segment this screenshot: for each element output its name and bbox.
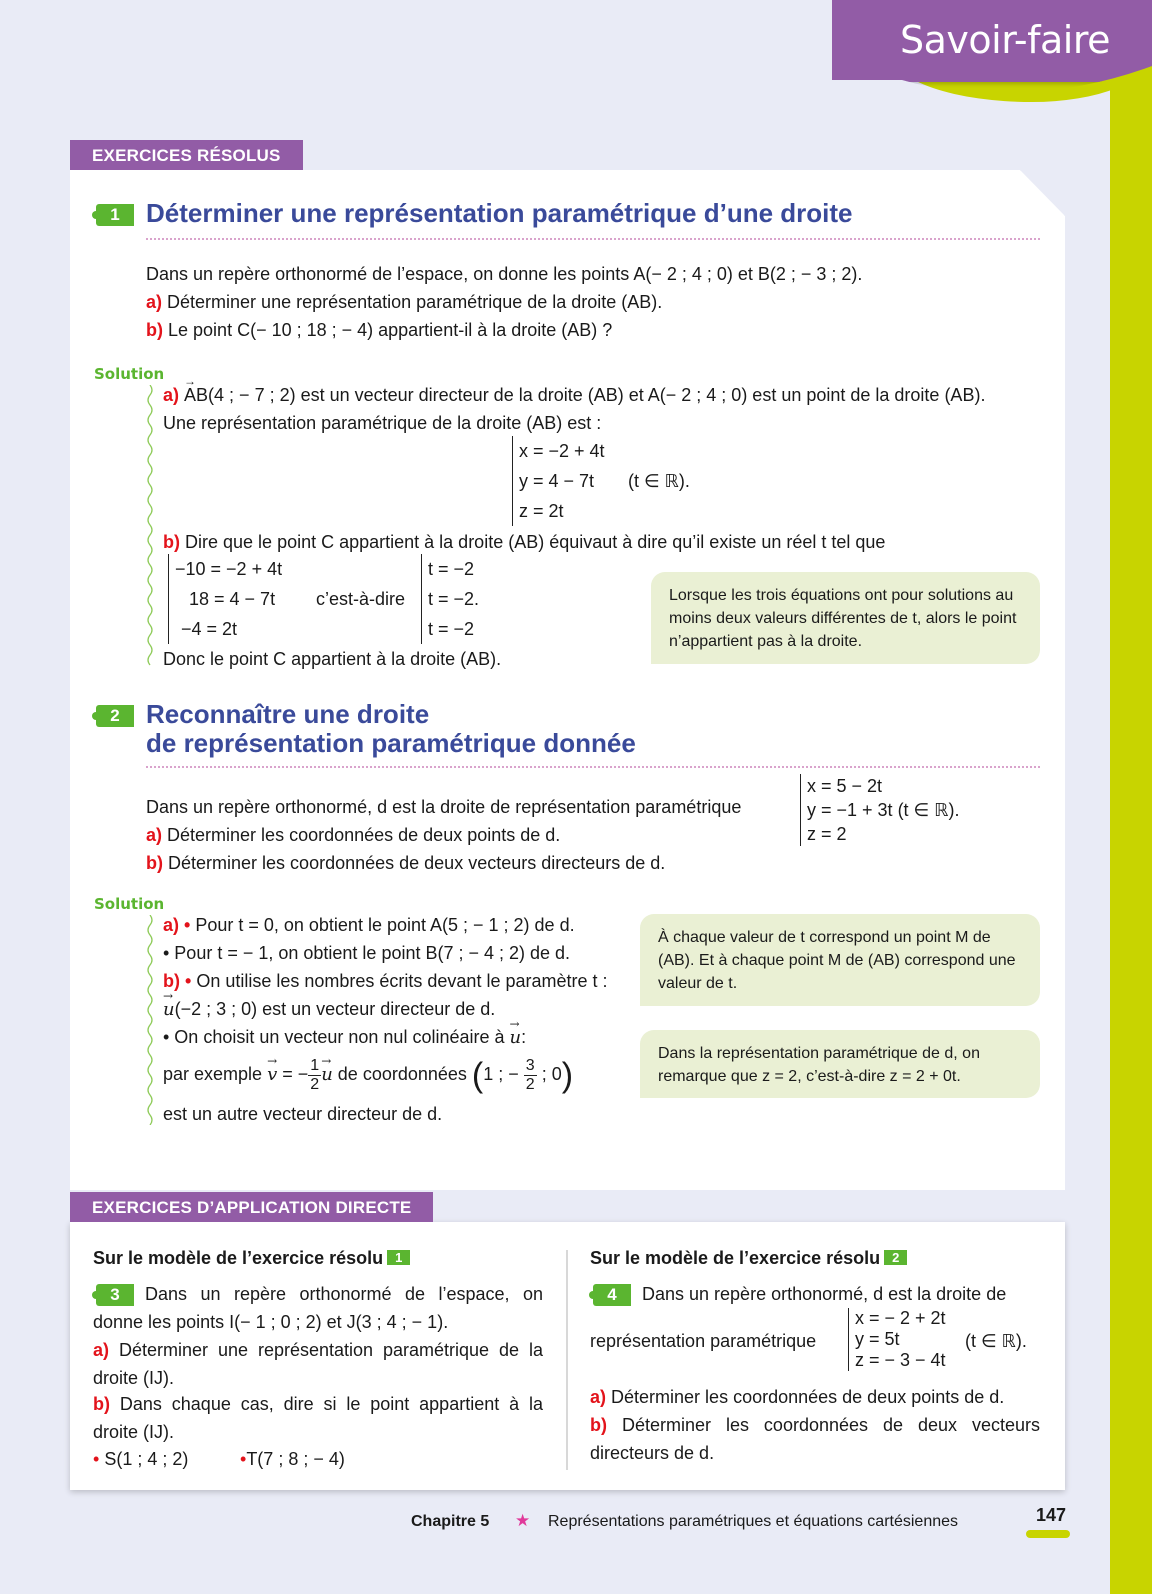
exercise3-a-text: Déterminer une représentation paramétrique de la droite (IJ). — [93, 1340, 543, 1388]
statement-a-text: Déterminer les coordonnées de deux points de d. — [167, 825, 561, 845]
param-system-ab — [512, 436, 605, 526]
label-a: a) — [163, 385, 180, 405]
point-s: S(1 ; 4 ; 2) — [104, 1449, 189, 1469]
model-label: Sur le modèle de l’exercice résolu — [590, 1248, 881, 1268]
system-line: y = 5t — [855, 1329, 900, 1349]
system-line: 18 = 4 − 7t — [189, 589, 276, 609]
exercise3-intro: Dans un repère orthonormé de l’espace, on donne les points I(− 1 ; 0 ; 2) et J(3 ; 4 ; − 1). — [93, 1284, 543, 1332]
vector-v: → v — [267, 1053, 277, 1097]
column-separator — [566, 1250, 568, 1470]
statement-a-text: Déterminer une représentation paramétrique de la droite (AB). — [167, 292, 663, 312]
system-line: z = 2 — [807, 824, 847, 844]
savoir-faire-banner — [832, 0, 1152, 105]
coord-part: ; 0 — [541, 1064, 562, 1084]
label-b: b) • — [163, 971, 192, 991]
title-divider — [146, 766, 1040, 768]
prefix-text: par exemple — [163, 1064, 263, 1084]
system-line: y = −1 + 3t (t ∈ ℝ). — [807, 800, 960, 820]
exercise4-a — [590, 1383, 1004, 1411]
solution-label: Solution — [94, 895, 165, 913]
label-b: b) — [146, 853, 163, 873]
system-line: t = −2 — [428, 559, 475, 579]
statement-intro: Dans un repère orthonormé, d est la droite de représentation paramétrique — [146, 797, 742, 817]
label-b: b) — [590, 1415, 607, 1435]
exercise-number-badge: 4 — [593, 1284, 631, 1306]
label-a: a) — [93, 1340, 110, 1360]
system-line: z = 2t — [519, 501, 564, 521]
star-icon: ★ — [515, 1511, 531, 1530]
equals-minus: = − — [277, 1064, 309, 1084]
connector-cest-a-dire: c’est-à-dire — [316, 589, 406, 609]
denominator: 2 — [525, 1075, 535, 1093]
system-line: x = 5 − 2t — [807, 776, 883, 796]
label-b: b) — [163, 532, 180, 552]
fraction-one-half — [308, 1057, 321, 1094]
solution-wavy-line — [146, 915, 154, 1125]
exercise4-b — [590, 1411, 1040, 1467]
exercise-number-badge: 2 — [96, 705, 134, 727]
footer-chapter: Chapitre 5 — [411, 1513, 490, 1530]
exercise3-a — [93, 1336, 543, 1392]
model-ref-badge: 1 — [387, 1250, 410, 1265]
statement-b-text: Déterminer les coordonnées de deux vecteurs directeurs de d. — [168, 853, 666, 873]
system-line: x = −2 + 4t — [519, 441, 605, 461]
vector-u: → u — [163, 996, 175, 1024]
exercise-number-badge: 1 — [96, 204, 134, 226]
title-divider — [146, 238, 1040, 240]
solution-a-line1 — [163, 911, 575, 939]
statement-b — [146, 849, 665, 877]
solution-a-text: (4 ; − 7 ; 2) est un vecteur directeur de la droite (AB) et A(− 2 ; 4 ; 0) est un point de la droite (AB). — [208, 385, 986, 405]
mid-text: de coordonnées — [337, 1064, 467, 1084]
numerator: 1 — [310, 1056, 320, 1074]
exercise-title-line1: Reconnaître une droite — [146, 699, 430, 729]
footer-chapter-title: Représentations paramétriques et équations cartésiennes — [548, 1513, 959, 1530]
page-edge-bar — [1110, 0, 1152, 1594]
solution-b-line3 — [163, 1023, 526, 1052]
model-ref-badge: 2 — [884, 1250, 907, 1265]
system-domain: (t ∈ ℝ). — [628, 471, 690, 491]
solution-b-text: On utilise les nombres écrits devant le paramètre t : — [196, 971, 608, 991]
vector-u: → u — [321, 1053, 333, 1097]
exercise-number-badge: 3 — [96, 1284, 134, 1306]
label-a: a) — [146, 292, 163, 312]
model-label: Sur le modèle de l’exercice résolu — [93, 1248, 384, 1268]
exercise3-b — [93, 1390, 543, 1446]
statement-a — [146, 288, 662, 316]
page-number: 147 — [1036, 1505, 1067, 1525]
exercise3-point-s — [93, 1445, 188, 1473]
system-line: −4 = 2t — [181, 619, 238, 639]
system-line: x = − 2 + 2t — [855, 1308, 946, 1328]
section-tab-direct: EXERCICES D’APPLICATION DIRECTE — [70, 1192, 433, 1222]
solution-wavy-line — [146, 385, 154, 670]
solution-b-line3-text: • On choisit un vecteur non nul colinéaire à — [163, 1027, 505, 1047]
param-system-d — [800, 774, 960, 846]
solution-b-text: Dire que le point C appartient à la droite (AB) équivaut à dire qu’il existe un réel t tel que — [185, 532, 886, 552]
solution-b-line2-text: (−2 ; 3 ; 0) est un vecteur directeur de d. — [174, 999, 496, 1019]
solution-b-line2 — [163, 995, 495, 1024]
label-a: a) — [146, 825, 163, 845]
coord-part: 1 ; − — [483, 1064, 519, 1084]
label-a: a) • — [163, 915, 191, 935]
solution-a-line2: • Pour t = − 1, on obtient le point B(7 ; − 4 ; 2) de d. — [163, 943, 571, 963]
statement-b-text: Le point C(− 10 ; 18 ; − 4) appartient-il à la droite (AB) ? — [168, 320, 613, 340]
colon: : — [521, 1027, 527, 1047]
denominator: 2 — [310, 1075, 320, 1093]
banner-title: Savoir-faire — [900, 18, 1110, 62]
paren-close: ) — [561, 1056, 574, 1095]
tip-box: Dans la représentation paramétrique de d, on remarque que z = 2, c’est-à-dire z = 2 + 0t. — [640, 1030, 1040, 1098]
param-system-ex4 — [848, 1308, 946, 1371]
solution-b-line4 — [163, 1052, 573, 1097]
system-line: t = −2. — [428, 589, 480, 609]
system-line: −10 = −2 + 4t — [175, 559, 283, 579]
paren-open: ( — [471, 1056, 484, 1095]
exercise4-b-text: Déterminer les coordonnées de deux vecteurs directeurs de d. — [590, 1415, 1040, 1463]
section-tab-resolved: EXERCICES RÉSOLUS — [70, 140, 303, 170]
fraction-three-halves — [524, 1057, 537, 1094]
exercise-title: Déterminer une représentation paramétrique d’une droite — [146, 198, 853, 228]
statement-intro: Dans un repère orthonormé de l’espace, on donne les points A(− 2 ; 4 ; 0) et B(2 ; − 3 ; 2). — [146, 264, 863, 284]
tip-box: Lorsque les trois équations ont pour solutions au moins deux valeurs différentes de t, alors le point n’appartient pas à la droite. — [651, 572, 1040, 664]
model-reference-1 — [93, 1248, 410, 1269]
system-line: z = − 3 − 4t — [855, 1350, 946, 1370]
model-reference-2 — [590, 1248, 907, 1269]
exercise4-a-text: Déterminer les coordonnées de deux points de d. — [611, 1387, 1005, 1407]
point-t: T(7 ; 8 ; − 4) — [246, 1449, 345, 1469]
solution-a-line1 — [163, 381, 985, 409]
solution-label: Solution — [94, 365, 165, 383]
exercise4-intro2: représentation paramétrique — [590, 1331, 817, 1351]
exercise-title-line2: de représentation paramétrique donnée — [146, 728, 636, 758]
label-b: b) — [146, 320, 163, 340]
page-number-underline — [1026, 1530, 1070, 1538]
vector-ab: → AB — [184, 381, 208, 409]
system-c-left — [168, 554, 282, 644]
exercise3-b-text: Dans chaque cas, dire si le point appartient à la droite (IJ). — [93, 1394, 543, 1442]
vector-u: → u — [510, 1024, 522, 1052]
exercise4-intro: Dans un repère orthonormé, d est la droite de — [642, 1284, 1007, 1304]
system-c-right — [421, 554, 479, 644]
statement-b — [146, 316, 612, 344]
solution-b-line5: est un autre vecteur directeur de d. — [163, 1104, 443, 1124]
system-domain: (t ∈ ℝ). — [965, 1331, 1027, 1351]
bullet: • — [93, 1449, 100, 1469]
solution-a-text: Pour t = 0, on obtient le point A(5 ; − 1 ; 2) de d. — [195, 915, 575, 935]
system-line: t = −2 — [428, 619, 475, 639]
bullet: • — [240, 1449, 247, 1469]
numerator: 3 — [525, 1056, 535, 1074]
solution-b-line1 — [163, 528, 885, 556]
exercise3-point-t — [240, 1445, 345, 1473]
label-b: b) — [93, 1394, 110, 1414]
statement-a — [146, 821, 560, 849]
tip-box: À chaque valeur de t correspond un point M de (AB). Et à chaque point M de (AB) correspond une valeur de t. — [640, 914, 1040, 1006]
label-a: a) — [590, 1387, 607, 1407]
solution-a-line2: Une représentation paramétrique de la droite (AB) est : — [163, 413, 602, 433]
system-line: y = 4 − 7t — [519, 471, 595, 491]
solution-conclusion: Donc le point C appartient à la droite (AB). — [163, 649, 502, 669]
solution-b-line1 — [163, 967, 608, 995]
